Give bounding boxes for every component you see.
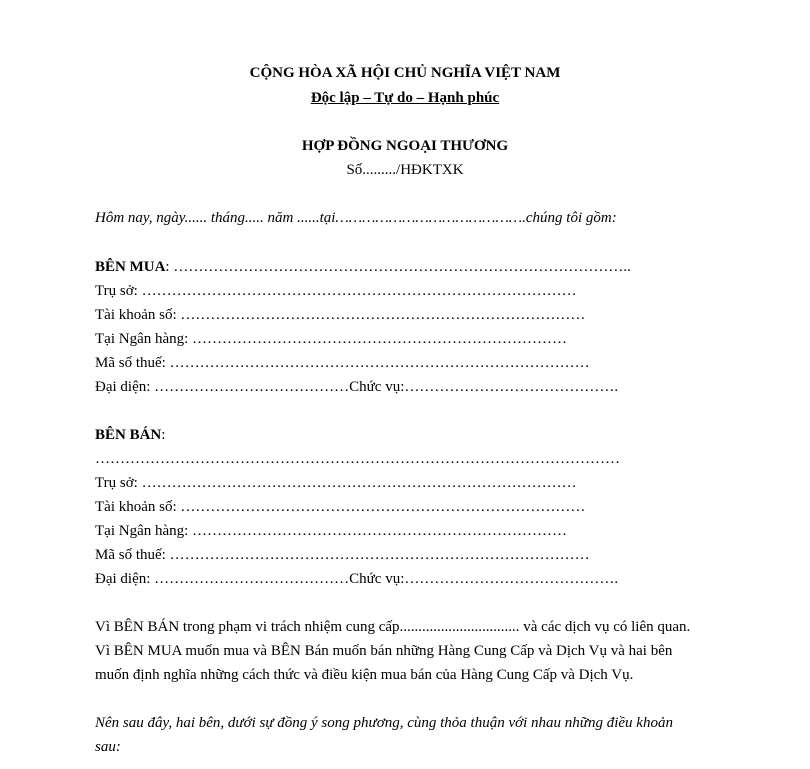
buyer-heading [95, 259, 631, 276]
buyer-address: Trụ sở: …………………………………………………………………………… [95, 283, 577, 299]
contract-intro: Hôm nay, ngày...... tháng..... năm ......tại…………………………………….chúng tôi gồm: [95, 210, 617, 226]
national-motto: Độc lập – Tự do – Hạnh phúc [310, 90, 500, 106]
seller-label-colon: : [161, 427, 166, 443]
buyer-representative: Đại diện: …………………………………Chức vụ:……………………………………. [95, 379, 619, 395]
recital-line-3: muốn định nghĩa những cách thức và điều kiện mua bán của Hàng Cung Cấp và Dịch Vụ. [95, 667, 634, 683]
seller-address: Trụ sở: …………………………………………………………………………… [95, 475, 577, 491]
seller-tax-code: Mã số thuế: ………………………………………………………………………… [95, 547, 590, 563]
national-title: CỘNG HÒA XÃ HỘI CHỦ NGHĨA VIỆT NAM [249, 65, 561, 81]
closing-line-1: Nên sau đây, hai bên, dưới sự đồng ý song phương, cùng thỏa thuận với nhau những điều khoản [95, 715, 673, 731]
buyer-bank: Tại Ngân hàng: ………………………………………………………………… [95, 331, 568, 347]
buyer-name-blank: : ……………………………………………………………………………….. [165, 259, 631, 275]
seller-representative: Đại diện: …………………………………Chức vụ:……………………………………. [95, 571, 619, 587]
buyer-account: Tài khoản số: ……………………………………………………………………… [95, 307, 586, 323]
closing-line-2: sau: [95, 739, 121, 755]
contract-title: HỢP ĐỒNG NGOẠI THƯƠNG [301, 138, 509, 154]
buyer-label: BÊN MUA [95, 259, 166, 275]
seller-account: Tài khoản số: ……………………………………………………………………… [95, 499, 586, 515]
contract-number: Số........./HĐKTXK [346, 162, 464, 178]
seller-bank: Tại Ngân hàng: ………………………………………………………………… [95, 523, 568, 539]
seller-heading [95, 427, 165, 444]
buyer-tax-code: Mã số thuế: ………………………………………………………………………… [95, 355, 590, 371]
seller-label: BÊN BÁN [95, 427, 162, 443]
recital-line-2: Vì BÊN MUA muốn mua và BÊN Bán muốn bán những Hàng Cung Cấp và Dịch Vụ và hai bên [95, 643, 673, 659]
recital-line-1: Vì BÊN BÁN trong phạm vi trách nhiệm cung cấp................................ và các dịch vụ có liên quan. [95, 619, 691, 635]
seller-name-blank: …………………………………………………………………………………………… [95, 451, 620, 467]
